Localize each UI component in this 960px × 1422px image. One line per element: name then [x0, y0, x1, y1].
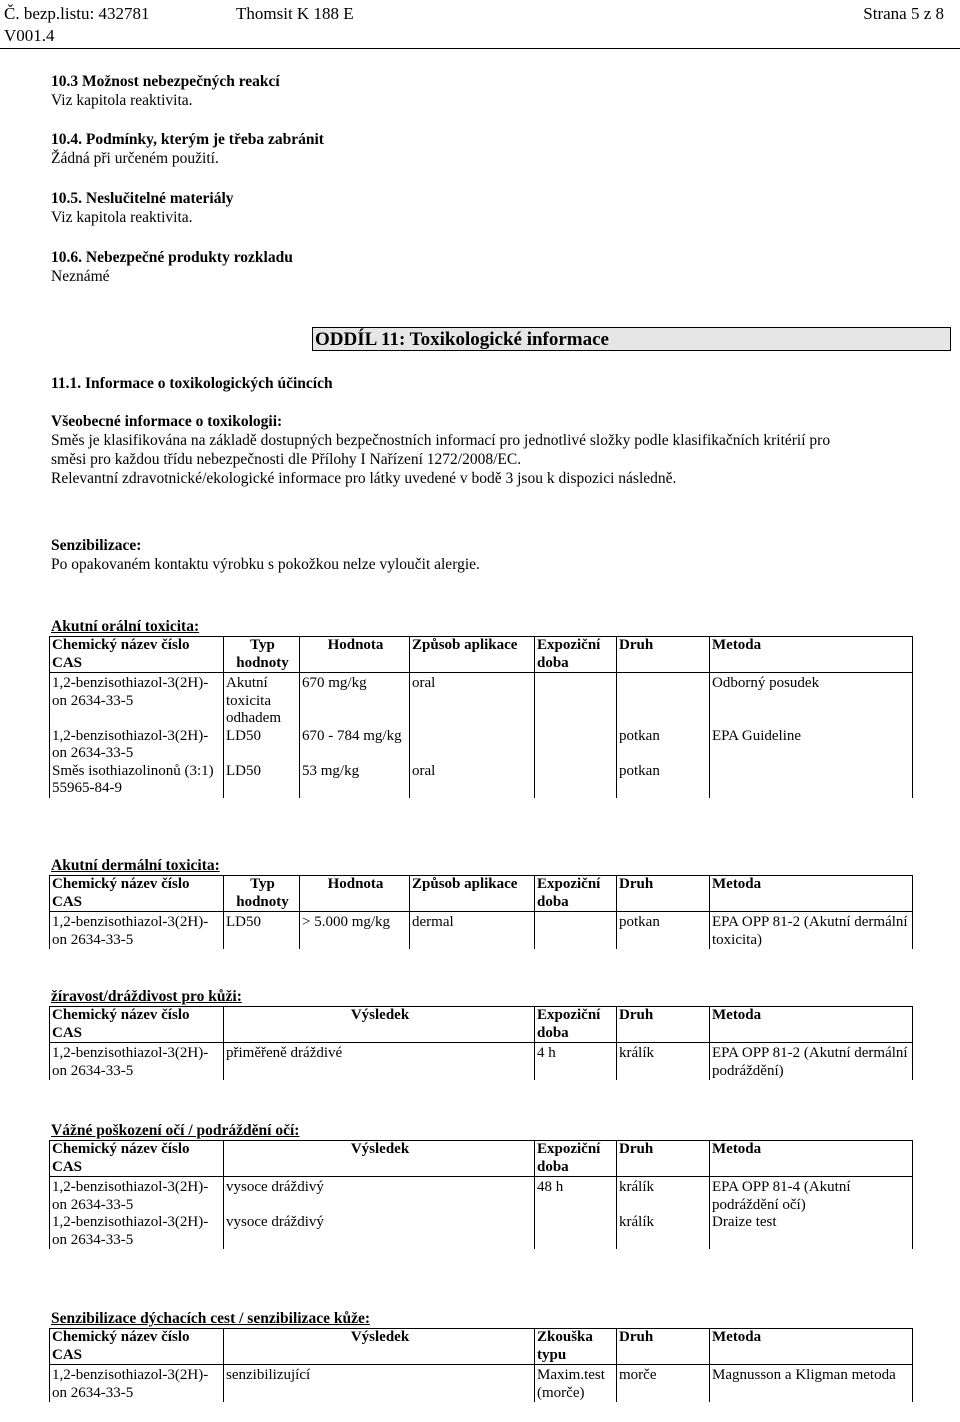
- general-info: [51, 412, 830, 488]
- cell: potkan: [617, 912, 710, 950]
- sec10-text: Neznámé: [51, 268, 110, 285]
- col-header: Metoda: [710, 1007, 913, 1043]
- cell: vysoce dráždivý: [224, 1214, 535, 1249]
- cell: EPA Guideline: [710, 728, 913, 763]
- skin-table: [49, 1006, 913, 1080]
- col-header: Výsledek: [224, 1329, 535, 1365]
- col-header: Hodnota: [300, 876, 410, 912]
- col-header: Expoziční doba: [535, 1141, 617, 1177]
- table-header-row: [50, 1007, 913, 1043]
- table-row: [50, 1177, 913, 1215]
- sensitization: [51, 536, 480, 574]
- cell: králík: [617, 1177, 710, 1215]
- table-header-row: [50, 637, 913, 673]
- cell: oral: [410, 763, 535, 798]
- col-header: Druh: [617, 876, 710, 912]
- col-header: Metoda: [710, 637, 913, 673]
- general-info-line: Směs je klasifikována na základě dostupných bezpečnostních informací pro jednotlivé složky podle klasifikačních kritérií pro: [51, 432, 831, 449]
- dermal-table: [49, 875, 913, 949]
- table-row: [50, 1214, 913, 1249]
- cell: morče: [617, 1365, 710, 1403]
- skin-title: žíravost/dráždivost pro kůži:: [51, 988, 242, 1005]
- cell: 1,2-benzisothiazol-3(2H)-on 2634-33-5: [50, 1214, 224, 1249]
- sec10-title: 10.6. Nebezpečné produkty rozkladu: [51, 249, 293, 266]
- cell: 53 mg/kg: [300, 763, 410, 798]
- product-name: Thomsit K 188 E: [236, 4, 354, 23]
- col-header: Zkouška typu: [535, 1329, 617, 1365]
- eye-title: Vážné poškození očí / podráždění očí:: [51, 1122, 300, 1139]
- cell: [617, 673, 710, 728]
- sec10-title: 10.3 Možnost nebezpečných reakcí: [51, 73, 280, 90]
- cell: EPA OPP 81-4 (Akutní podráždění očí): [710, 1177, 913, 1215]
- col-header: Chemický název číslo CAS: [50, 1007, 224, 1043]
- table-row: [50, 673, 913, 728]
- cell: přiměřeně dráždivé: [224, 1043, 535, 1081]
- cell: Odborný posudek: [710, 673, 913, 728]
- table-header-row: [50, 876, 913, 912]
- general-info-title: Všeobecné informace o toxikologii:: [51, 413, 283, 430]
- cell: vysoce dráždivý: [224, 1177, 535, 1215]
- resp-table: [49, 1328, 913, 1402]
- sensitization-title: Senzibilizace:: [51, 537, 142, 554]
- subsection-title: 11.1. Informace o toxikologických účincích: [51, 375, 333, 392]
- col-header: Hodnota: [300, 637, 410, 673]
- cell: [535, 1214, 617, 1249]
- cell: 670 mg/kg: [300, 673, 410, 728]
- col-header: Metoda: [710, 1329, 913, 1365]
- col-header: Druh: [617, 1141, 710, 1177]
- cell: LD50: [224, 728, 300, 763]
- cell: 1,2-benzisothiazol-3(2H)-on 2634-33-5: [50, 728, 224, 763]
- cell: králík: [617, 1043, 710, 1081]
- cell: [535, 728, 617, 763]
- general-info-line: směsi pro každou třídu nebezpečnosti dle Přílohy I Nařízení 1272/2008/EC.: [51, 451, 522, 468]
- col-header: Chemický název číslo CAS: [50, 637, 224, 673]
- cell: Akutní toxicita odhadem: [224, 673, 300, 728]
- cell: Směs isothiazolinonů (3:1) 55965-84-9: [50, 763, 224, 798]
- col-header: Druh: [617, 1007, 710, 1043]
- col-header: Výsledek: [224, 1141, 535, 1177]
- cell: senzibilizující: [224, 1365, 535, 1403]
- cell: dermal: [410, 912, 535, 950]
- table-row: [50, 1365, 913, 1403]
- table-row: [50, 763, 913, 798]
- col-header: Expoziční doba: [535, 876, 617, 912]
- cell: 48 h: [535, 1177, 617, 1215]
- col-header: Metoda: [710, 876, 913, 912]
- sec10-item: [51, 130, 324, 168]
- cell: potkan: [617, 728, 710, 763]
- cell: 4 h: [535, 1043, 617, 1081]
- cell: 1,2-benzisothiazol-3(2H)-on 2634-33-5: [50, 912, 224, 950]
- version: V001.4: [4, 26, 55, 45]
- sensitization-text: Po opakovaném kontaktu výrobku s pokožkou nelze vyloučit alergie.: [51, 556, 480, 573]
- cell: Draize test: [710, 1214, 913, 1249]
- page-header: [0, 0, 960, 49]
- cell: [535, 763, 617, 798]
- col-header: Výsledek: [224, 1007, 535, 1043]
- sec10-item: [51, 248, 293, 286]
- general-info-line: Relevantní zdravotnické/ekologické informace pro látky uvedené v bodě 3 jsou k dispozici následně.: [51, 470, 677, 487]
- dermal-title: Akutní dermální toxicita:: [51, 857, 220, 874]
- sec10-text: Viz kapitola reaktivita.: [51, 92, 193, 109]
- col-header: Druh: [617, 637, 710, 673]
- sec10-title: 10.5. Neslučitelné materiály: [51, 190, 234, 207]
- col-header: Typ hodnoty: [224, 637, 300, 673]
- cell: > 5.000 mg/kg: [300, 912, 410, 950]
- section-11-bar: [312, 327, 951, 351]
- cell: [535, 912, 617, 950]
- resp-title: Senzibilizace dýchacích cest / senzibilizace kůže:: [51, 1310, 370, 1327]
- doc-number: Č. bezp.listu: 432781: [4, 4, 150, 23]
- sec10-text: Žádná při určeném použití.: [51, 150, 219, 167]
- eye-table: [49, 1140, 913, 1249]
- cell: 1,2-benzisothiazol-3(2H)-on 2634-33-5: [50, 1365, 224, 1403]
- sec10-item: [51, 189, 234, 227]
- cell: Magnusson a Kligman metoda: [710, 1365, 913, 1403]
- cell: [535, 673, 617, 728]
- col-header: Způsob aplikace: [410, 637, 535, 673]
- cell: [410, 728, 535, 763]
- col-header: Chemický název číslo CAS: [50, 1329, 224, 1365]
- oral-title: Akutní orální toxicita:: [51, 618, 200, 635]
- cell: EPA OPP 81-2 (Akutní dermální podráždění): [710, 1043, 913, 1081]
- col-header: Chemický název číslo CAS: [50, 1141, 224, 1177]
- cell: [710, 763, 913, 798]
- col-header: Typ hodnoty: [224, 876, 300, 912]
- sec10-item: [51, 72, 280, 110]
- cell: 1,2-benzisothiazol-3(2H)-on 2634-33-5: [50, 1043, 224, 1081]
- cell: 1,2-benzisothiazol-3(2H)-on 2634-33-5: [50, 673, 224, 728]
- table-header-row: [50, 1141, 913, 1177]
- table-header-row: [50, 1329, 913, 1365]
- cell: králík: [617, 1214, 710, 1249]
- cell: LD50: [224, 912, 300, 950]
- cell: EPA OPP 81-2 (Akutní dermální toxicita): [710, 912, 913, 950]
- col-header: Chemický název číslo CAS: [50, 876, 224, 912]
- col-header: Způsob aplikace: [410, 876, 535, 912]
- page-number: Strana 5 z 8: [863, 4, 944, 23]
- cell: LD50: [224, 763, 300, 798]
- table-row: [50, 728, 913, 763]
- section-11-title: ODDÍL 11: Toxikologické informace: [315, 329, 609, 350]
- sec10-title: 10.4. Podmínky, kterým je třeba zabránit: [51, 131, 324, 148]
- table-row: [50, 1043, 913, 1081]
- col-header: Expoziční doba: [535, 637, 617, 673]
- table-row: [50, 912, 913, 950]
- oral-table: [49, 636, 913, 798]
- cell: 1,2-benzisothiazol-3(2H)-on 2634-33-5: [50, 1177, 224, 1215]
- cell: oral: [410, 673, 535, 728]
- cell: 670 - 784 mg/kg: [300, 728, 410, 763]
- cell: potkan: [617, 763, 710, 798]
- col-header: Druh: [617, 1329, 710, 1365]
- col-header: Metoda: [710, 1141, 913, 1177]
- col-header: Expoziční doba: [535, 1007, 617, 1043]
- cell: Maxim.test (morče): [535, 1365, 617, 1403]
- sec10-text: Viz kapitola reaktivita.: [51, 209, 193, 226]
